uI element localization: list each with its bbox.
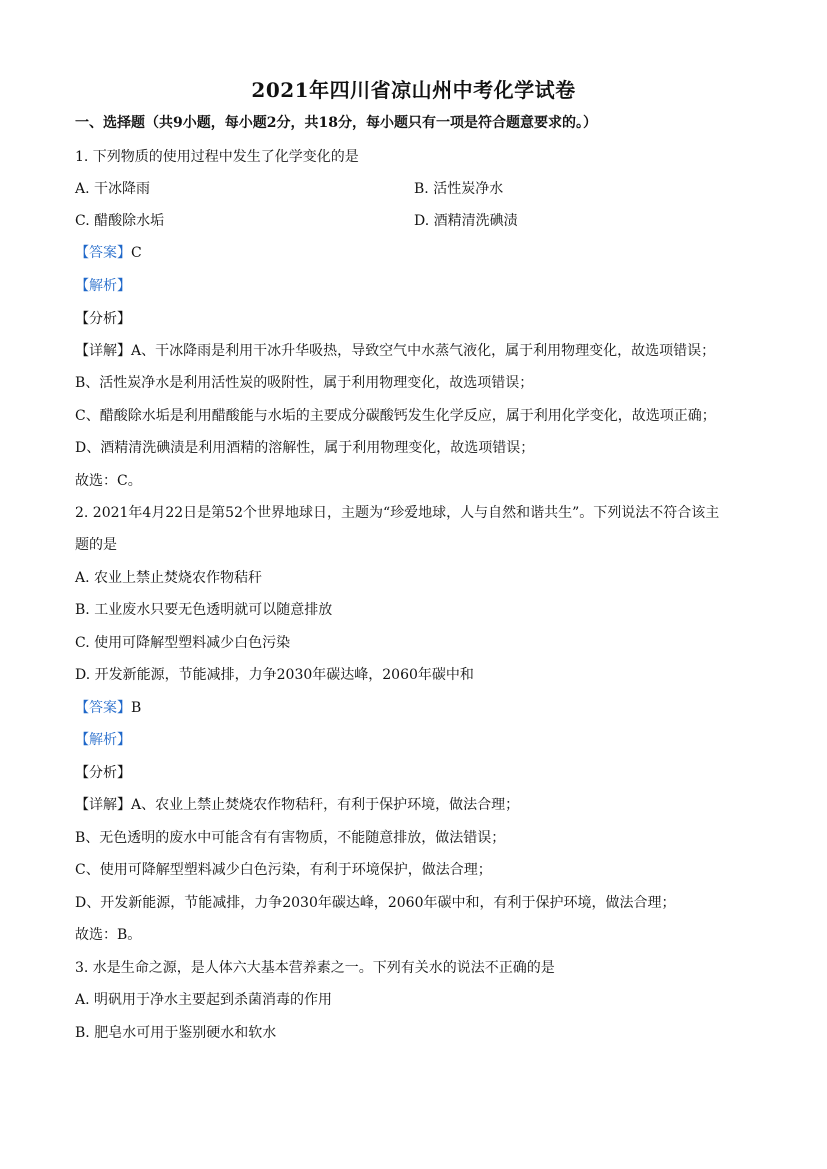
q3-option-a: A. 明矾用于净水主要起到杀菌消毒的作用 [75, 992, 333, 1008]
q1-option-b: B. 活性炭净水 [414, 181, 504, 197]
q2-detail-c: C、使用可降解型塑料减少白色污染，有利于环境保护，做法合理； [75, 862, 492, 878]
q1-stem: 1. 下列物质的使用过程中发生了化学变化的是 [75, 149, 359, 165]
q1-option-c: C. 醋酸除水垢 [75, 213, 165, 229]
q2-fenxi: 【分析】 [75, 765, 131, 781]
page-title: 2021年四川省凉山州中考化学试卷 [251, 78, 576, 102]
q2-stem-line1: 2. 2021年4月22日是第52个世界地球日，主题为“珍爱地球，人与自然和谐共生”。下列说法不符合该主 [75, 505, 720, 521]
q1-detail-c: C、醋酸除水垢是利用醋酸能与水垢的主要成分碳酸钙发生化学反应，属于利用化学变化，故选项正确； [75, 408, 716, 424]
section-heading: 一、选择题（共9小题，每小题2分，共18分，每小题只有一项是符合题意要求的。） [75, 115, 597, 131]
q3-stem: 3. 水是生命之源，是人体六大基本营养素之一。下列有关水的说法不正确的是 [75, 960, 555, 976]
q1-detail-d: D、酒精清洗碘渍是利用酒精的溶解性，属于利用物理变化，故选项错误； [75, 440, 535, 456]
q2-option-b: B. 工业废水只要无色透明就可以随意排放 [75, 602, 333, 618]
q2-analysis-tag: 【解析】 [75, 732, 131, 748]
q1-option-d: D. 酒精清洗碘渍 [414, 213, 518, 229]
q2-option-d: D. 开发新能源，节能减排，力争2030年碳达峰，2060年碳中和 [75, 667, 474, 683]
q1-fenxi: 【分析】 [75, 311, 131, 327]
q2-choose: 故选：B。 [75, 927, 142, 943]
answer-tag: 【答案】 [75, 700, 131, 716]
q1-detail-a: 【详解】A、干冰降雨是利用干冰升华吸热，导致空气中水蒸气液化，属于利用物理变化，故选项错误； [75, 343, 716, 359]
q1-option-a: A. 干冰降雨 [75, 181, 151, 197]
q2-option-a: A. 农业上禁止焚烧农作物秸秆 [75, 570, 263, 586]
answer-value: B [131, 700, 142, 716]
q2-answer [75, 698, 141, 718]
q1-analysis-tag: 【解析】 [75, 278, 131, 294]
q2-option-c: C. 使用可降解型塑料减少白色污染 [75, 635, 291, 651]
q2-detail-a: 【详解】A、农业上禁止焚烧农作物秸秆，有利于保护环境，做法合理； [75, 797, 520, 813]
q2-stem-line2: 题的是 [75, 537, 117, 553]
q2-detail-d: D、开发新能源，节能减排，力争2030年碳达峰，2060年碳中和，有利于保护环境，做法合理； [75, 895, 676, 911]
q1-answer [75, 243, 142, 263]
q1-choose: 故选：C。 [75, 473, 142, 489]
q2-detail-b: B、无色透明的废水中可能含有有害物质，不能随意排放，做法错误； [75, 830, 506, 846]
q1-detail-b: B、活性炭净水是利用活性炭的吸附性，属于利用物理变化，故选项错误； [75, 375, 534, 391]
answer-value: C [131, 245, 142, 261]
answer-tag: 【答案】 [75, 245, 131, 261]
q3-option-b: B. 肥皂水可用于鉴别硬水和软水 [75, 1025, 277, 1041]
